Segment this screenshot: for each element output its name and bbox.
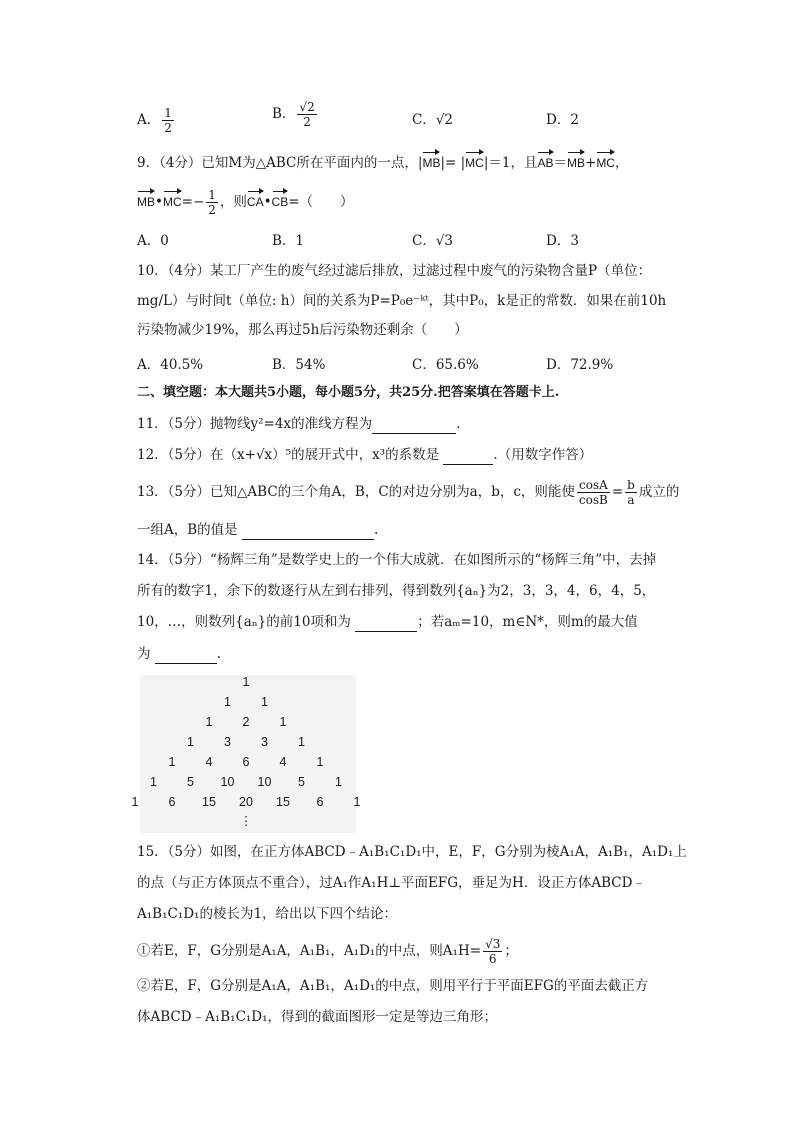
- frac-num: 1: [208, 188, 216, 202]
- q14-line4a: 为: [137, 646, 151, 662]
- frac-den: cosB: [578, 493, 608, 507]
- q8-option-b-label: B．: [272, 106, 296, 122]
- triangle-number: 1: [168, 755, 176, 769]
- vector-mc-3: MC: [163, 189, 182, 211]
- q10-option-c: C．65.6%: [412, 357, 479, 373]
- q15-line1: 15．（5分）如图，在正方体ABCD﹣A₁B₁C₁D₁中，E，F，G分别为棱A₁A，A₁B₁，A₁D₁上: [137, 844, 687, 860]
- triangle-continuation-dots: ⋮: [239, 814, 253, 828]
- triangle-number: 4: [279, 755, 287, 769]
- vector-ab: AB: [537, 150, 553, 172]
- triangle-number: 3: [224, 735, 231, 749]
- triangle-number: 1: [224, 695, 231, 709]
- yanghui-triangle-figure: [131, 675, 361, 833]
- q9-option-a: A．0: [137, 233, 169, 249]
- q13-line1-end: 成立的: [638, 484, 680, 500]
- q13-frac1: [577, 478, 610, 507]
- q10-option-b: B．54%: [272, 357, 326, 373]
- triangle-number: 1: [131, 795, 139, 809]
- q11-end: .: [456, 416, 461, 432]
- triangle-number: 1: [298, 735, 305, 749]
- q14-line4: [137, 645, 221, 664]
- triangle-number: 6: [316, 795, 324, 809]
- q10-line1: 10．（4分）某工厂产生的废气经过滤后排放，过滤过程中废气的污染物含量P（单位：: [137, 263, 652, 279]
- q8-option-a: [137, 106, 176, 135]
- vector-mb-2: MB: [567, 150, 585, 172]
- q9-dot: •: [155, 194, 163, 210]
- q12: [137, 446, 592, 465]
- q8-option-a-label: A．: [137, 112, 161, 128]
- section2-heading: 二、填空题：本大题共5小题，每小题5分，共25分.把答案填在答题卡上.: [137, 385, 560, 400]
- triangle-number: 15: [202, 795, 216, 809]
- q14-line2: 所有的数字1，余下的数逐行从左到右排列，得到数列{aₙ}为2，3，3，4，6，4，5，: [137, 583, 656, 599]
- triangle-number: 5: [298, 775, 305, 789]
- triangle-number: 1: [242, 675, 250, 689]
- frac-den: 2: [303, 115, 311, 129]
- q15-line3: A₁B₁C₁D₁的棱长为1，给出以下四个结论：: [137, 906, 398, 922]
- triangle-number: 1: [261, 695, 268, 709]
- q15-conclusion2-line1: ②若E，F，G分别是A₁A，A₁B₁，A₁D₁的中点，则用平行于平面EFG的平面去截正方: [137, 978, 649, 994]
- q13-stem: 13．（5分）已知△ABC的三个角A，B，C的对边分别为a，b，c，则能使: [137, 484, 575, 500]
- vector-cb: CB: [272, 189, 289, 211]
- triangle-number: 5: [187, 775, 194, 789]
- q9-eq1b: |＝1，且: [483, 155, 538, 171]
- q13-eq: =: [611, 484, 624, 500]
- q13-line1: [137, 478, 679, 507]
- q9-then: ，则: [219, 194, 247, 210]
- frac-num: b: [627, 478, 635, 492]
- q8-option-b: [272, 100, 319, 129]
- q8-option-d: D．2: [546, 112, 579, 128]
- q10-option-a: A．40.5%: [137, 357, 204, 373]
- triangle-number: 3: [261, 735, 268, 749]
- frac-num: cosA: [577, 478, 610, 493]
- q9-option-b: B．1: [272, 233, 305, 249]
- q11-stem: 11．（5分）抛物线y²=4x的准线方程为: [137, 416, 373, 432]
- vector-mb-3: MB: [137, 189, 155, 211]
- triangle-number: 6: [168, 795, 176, 809]
- triangle-number: 1: [150, 775, 157, 789]
- q14-line3b: ；若aₘ=10，m∈N*，则m的最大值: [417, 614, 638, 630]
- q13-end: .: [373, 522, 379, 538]
- q12-end: .（用数字作答）: [493, 447, 593, 463]
- triangle-number: 1: [335, 775, 342, 789]
- q11: [137, 415, 460, 434]
- vector-mb: MB: [422, 150, 440, 172]
- q9-stem: 9．（4分）已知M为△ABC所在平面内的一点，: [137, 155, 418, 171]
- q10-line2: mg/L）与时间t（单位: h）间的关系为P=P₀e⁻ᵏᵗ，其中P₀，k是正的常数．如果在前10h: [137, 293, 667, 309]
- q9-answer-blank: =（ ）: [288, 194, 354, 210]
- q9-line1: 9．（4分）已知M为△ABC所在平面内的一点，|MB|= |MC|＝1，且AB＝MB+MC，: [137, 150, 628, 172]
- q9-eq1: |=: [440, 155, 457, 171]
- q9-frac: [206, 188, 218, 217]
- q14-line4b: .: [216, 646, 222, 662]
- q8-option-a-frac: [162, 106, 174, 135]
- q9-dot-2: •: [263, 194, 272, 210]
- triangle-number: 1: [316, 755, 324, 769]
- triangle-number: 10: [220, 775, 235, 789]
- q9-line2: [137, 188, 354, 217]
- q15-c1-end: ；: [504, 943, 518, 959]
- triangle-number: 15: [276, 795, 290, 809]
- q15-conclusion2-line2: 体ABCD﹣A₁B₁C₁D₁，得到的截面图形一定是等边三角形；: [137, 1009, 498, 1025]
- vector-ca: CA: [247, 189, 264, 211]
- frac-den: 2: [208, 203, 216, 217]
- q13-blank: [242, 521, 374, 540]
- q15-c1-text: ①若E，F，G分别是A₁A，A₁B₁，A₁D₁的中点，则A₁H=: [137, 943, 482, 959]
- triangle-number: 6: [242, 755, 250, 769]
- triangle-number: 2: [242, 715, 250, 729]
- q10-line3: 污染物减少19%，那么再过5h后污染物还剩余（ ）: [137, 322, 468, 338]
- q12-blank: [443, 446, 493, 465]
- q14-line1: 14．（5分）“杨辉三角”是数学史上的一个伟大成就．在如图所示的“杨辉三角”中，去掉: [137, 552, 657, 568]
- triangle-number: 1: [279, 715, 287, 729]
- q14-blank1: [355, 613, 417, 632]
- triangle-number: 4: [205, 755, 213, 769]
- q9-eq3: =−: [181, 194, 205, 210]
- triangle-number: 1: [187, 735, 194, 749]
- frac-num: √3: [485, 937, 501, 951]
- vector-mc-2: MC: [596, 150, 615, 172]
- q15-c1-frac: [483, 937, 502, 966]
- q13-line2-text: 一组A，B的值是: [137, 522, 238, 538]
- frac-den: 2: [164, 121, 172, 135]
- q9-eq2: ＝: [553, 155, 567, 171]
- triangle-number: 10: [257, 775, 272, 789]
- triangle-number: 20: [239, 795, 253, 809]
- frac-num: 1: [164, 106, 172, 120]
- q14-line3a: 10，…，则数列{aₙ}的前10项和为: [137, 614, 351, 630]
- q8-option-c: C．√2: [412, 112, 454, 128]
- q14-blank2: [155, 645, 217, 664]
- q9-option-d: D．3: [546, 233, 579, 249]
- q8-option-b-frac: [297, 100, 316, 129]
- q13-line2: [137, 521, 378, 540]
- triangle-number: 1: [205, 715, 213, 729]
- q13-frac2: [625, 478, 637, 507]
- q11-blank: [372, 415, 456, 434]
- q9-plus: +: [585, 155, 597, 171]
- vector-mc: MC: [465, 150, 484, 172]
- q15-line2: 的点（与正方体顶点不重合），过A₁作A₁H⊥平面EFG，垂足为H．设正方体ABCD﹣: [137, 875, 646, 891]
- q10-option-d: D．72.9%: [546, 357, 614, 373]
- frac-den: a: [627, 493, 635, 507]
- q9-option-c: C．√3: [412, 233, 454, 249]
- triangle-number: 1: [353, 795, 361, 809]
- q15-conclusion1: [137, 937, 518, 966]
- q14-line3: [137, 613, 638, 632]
- frac-num: √2: [299, 100, 315, 114]
- q12-stem: 12．（5分）在（x+√x）⁵的展开式中，x³的系数是: [137, 447, 440, 463]
- frac-den: 6: [488, 952, 497, 966]
